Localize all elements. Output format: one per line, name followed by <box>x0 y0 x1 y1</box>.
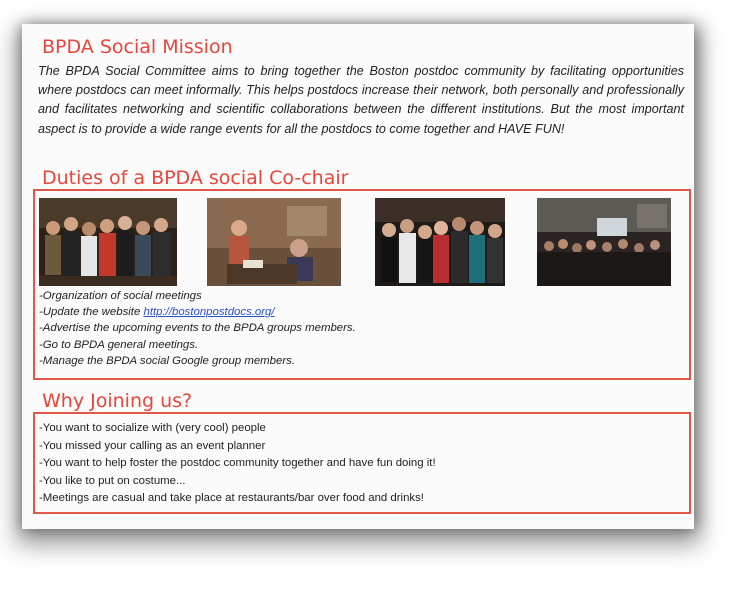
party-photo-3 <box>375 198 505 286</box>
why-box <box>33 412 691 514</box>
party-photo-1-image <box>39 198 177 286</box>
why-item: -You want to socialize with (very cool) people <box>39 422 266 434</box>
why-list <box>39 420 436 508</box>
why-item: -You want to help foster the postdoc community together and have fun doing it! <box>39 457 436 470</box>
duty-item-text: -Update the website <box>39 306 144 319</box>
party-photo-1 <box>39 198 177 286</box>
party-photo-4-image <box>537 198 671 286</box>
why-item: -You like to put on costume... <box>39 474 186 487</box>
party-photo-2 <box>207 198 341 286</box>
duty-item: -Organization of social meetings <box>39 290 202 302</box>
duty-item: -Go to BPDA general meetings. <box>39 338 199 351</box>
duties-list <box>39 288 356 369</box>
duty-item: -Manage the BPDA social Google group members. <box>39 354 295 367</box>
why-item: -Meetings are casual and take place at restaurants/bar over food and drinks! <box>39 492 424 505</box>
duty-item <box>39 304 356 320</box>
why-item: -You missed your calling as an event planner <box>39 439 266 452</box>
website-link[interactable]: http://bostonpostdocs.org/ <box>143 306 275 319</box>
why-heading: Why Joining us? <box>42 390 193 412</box>
duty-item: -Advertise the upcoming events to the BPDA groups members. <box>39 322 356 335</box>
slide <box>22 24 694 529</box>
duties-heading: Duties of a BPDA social Co-chair <box>42 167 349 189</box>
party-photo-3-image <box>375 198 505 286</box>
party-photo-2-image <box>207 198 341 286</box>
mission-heading: BPDA Social Mission <box>42 36 233 58</box>
mission-paragraph: The BPDA Social Committee aims to bring together the Boston postdoc community by facilitating opportunities where postdocs can meet informally. This helps postdocs increase their network, both personally and professionally and facilitates networking and scientific collaborations between the different institutions. But the most important aspect is to provide a wide range events for all the postdocs to come together and HAVE FUN! <box>38 64 684 136</box>
party-photo-4 <box>537 198 671 286</box>
duties-box <box>33 189 691 380</box>
